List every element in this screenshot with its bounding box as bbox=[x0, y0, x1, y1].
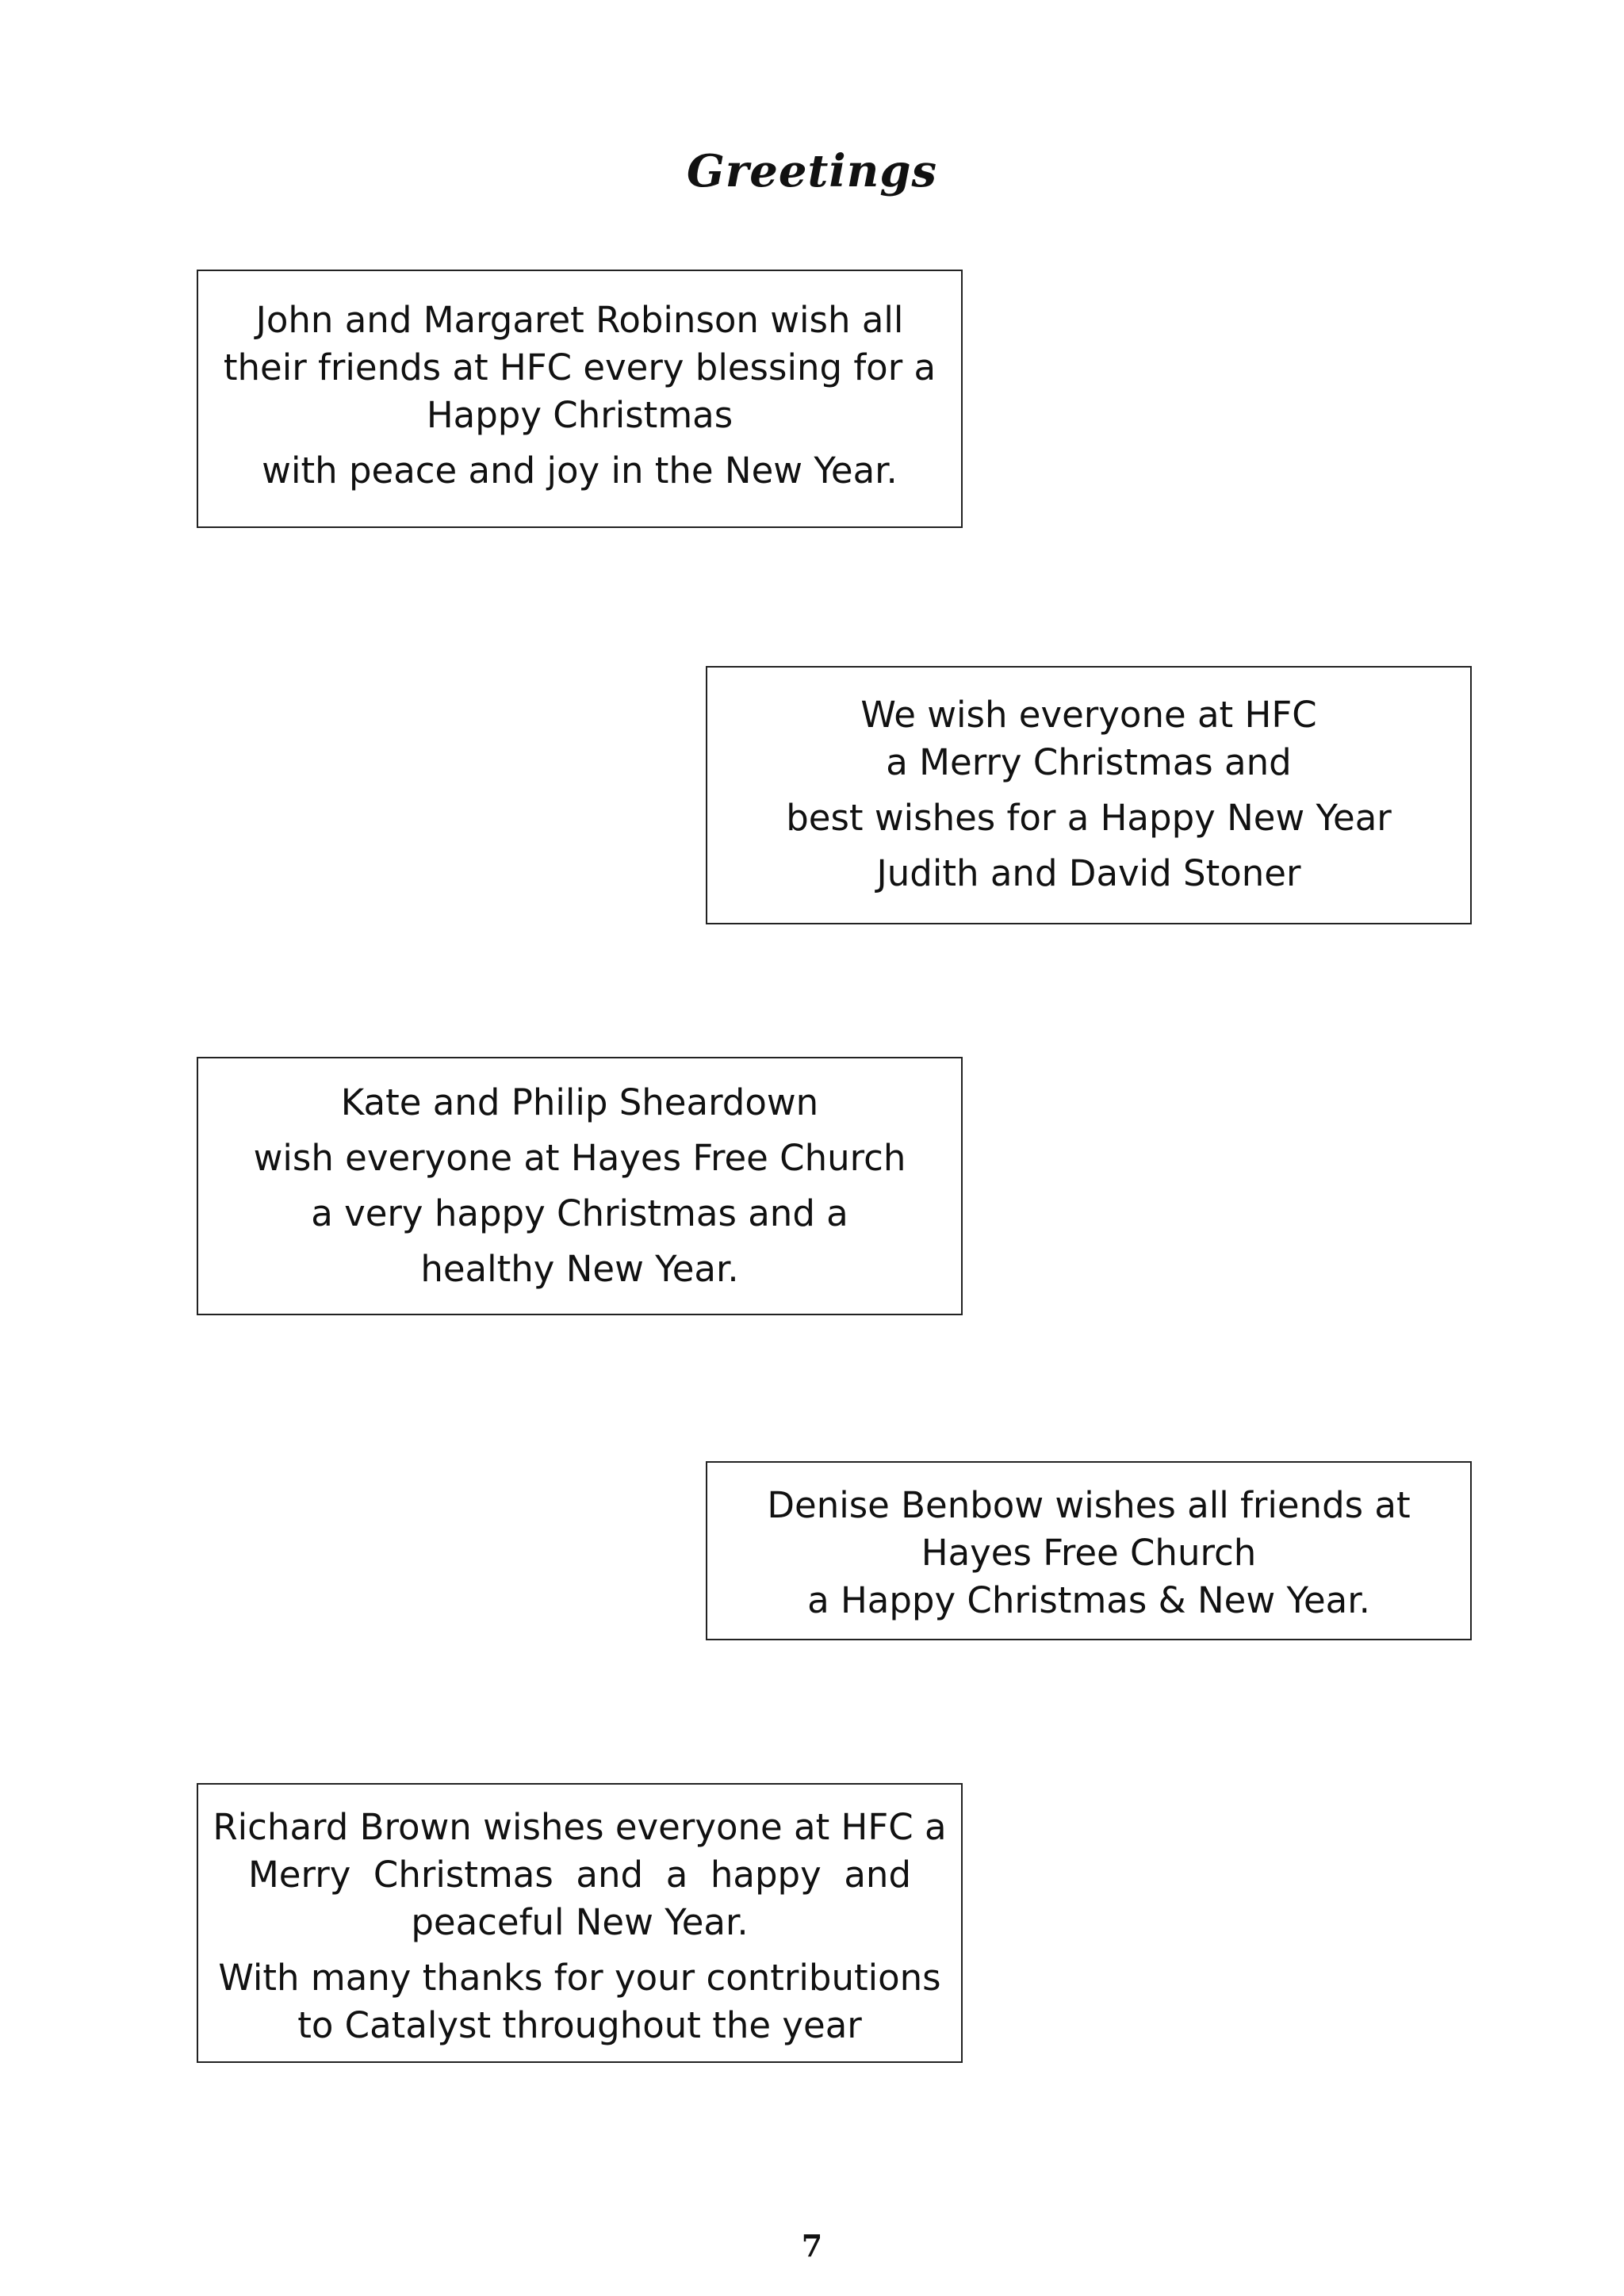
greeting-line: Judith and David Stoner bbox=[876, 852, 1301, 894]
greeting-line: Kate and Philip Sheardown bbox=[340, 1081, 819, 1123]
greeting-line: a Merry Christmas and bbox=[886, 741, 1292, 783]
greeting-line: John and Margaret Robinson wish all bbox=[255, 299, 904, 341]
greeting-line: Merry Christmas and a happy and bbox=[247, 1854, 912, 1896]
page-title: Greetings bbox=[686, 144, 938, 197]
greeting-line: Denise Benbow wishes all friends at bbox=[767, 1484, 1411, 1526]
greeting-line: a Happy Christmas & New Year. bbox=[807, 1579, 1370, 1621]
greeting-line: peaceful New Year. bbox=[411, 1901, 749, 1943]
greeting-brown bbox=[197, 1783, 963, 2063]
greeting-sheardown bbox=[197, 1057, 963, 1315]
greeting-line: With many thanks for your contributions bbox=[218, 1957, 941, 1999]
greeting-line: Hayes Free Church bbox=[921, 1532, 1257, 1574]
greeting-line: best wishes for a Happy New Year bbox=[786, 797, 1392, 839]
greeting-line: Happy Christmas bbox=[426, 394, 733, 436]
greeting-line: We wish everyone at HFC bbox=[860, 694, 1317, 736]
greeting-benbow bbox=[706, 1461, 1472, 1640]
greeting-line: with peace and joy in the New Year. bbox=[262, 450, 898, 492]
greeting-line: healthy New Year. bbox=[420, 1248, 739, 1290]
greeting-robinson bbox=[197, 270, 963, 528]
greeting-line: Richard Brown wishes everyone at HFC a bbox=[213, 1806, 947, 1848]
greeting-stoner bbox=[706, 666, 1472, 924]
greeting-line: their friends at HFC every blessing for a bbox=[223, 346, 936, 388]
greeting-line: wish everyone at Hayes Free Church bbox=[253, 1137, 906, 1179]
greeting-line: a very happy Christmas and a bbox=[311, 1192, 848, 1234]
greeting-line: to Catalyst throughout the year bbox=[297, 2004, 862, 2046]
page-number: 7 bbox=[801, 2228, 823, 2263]
